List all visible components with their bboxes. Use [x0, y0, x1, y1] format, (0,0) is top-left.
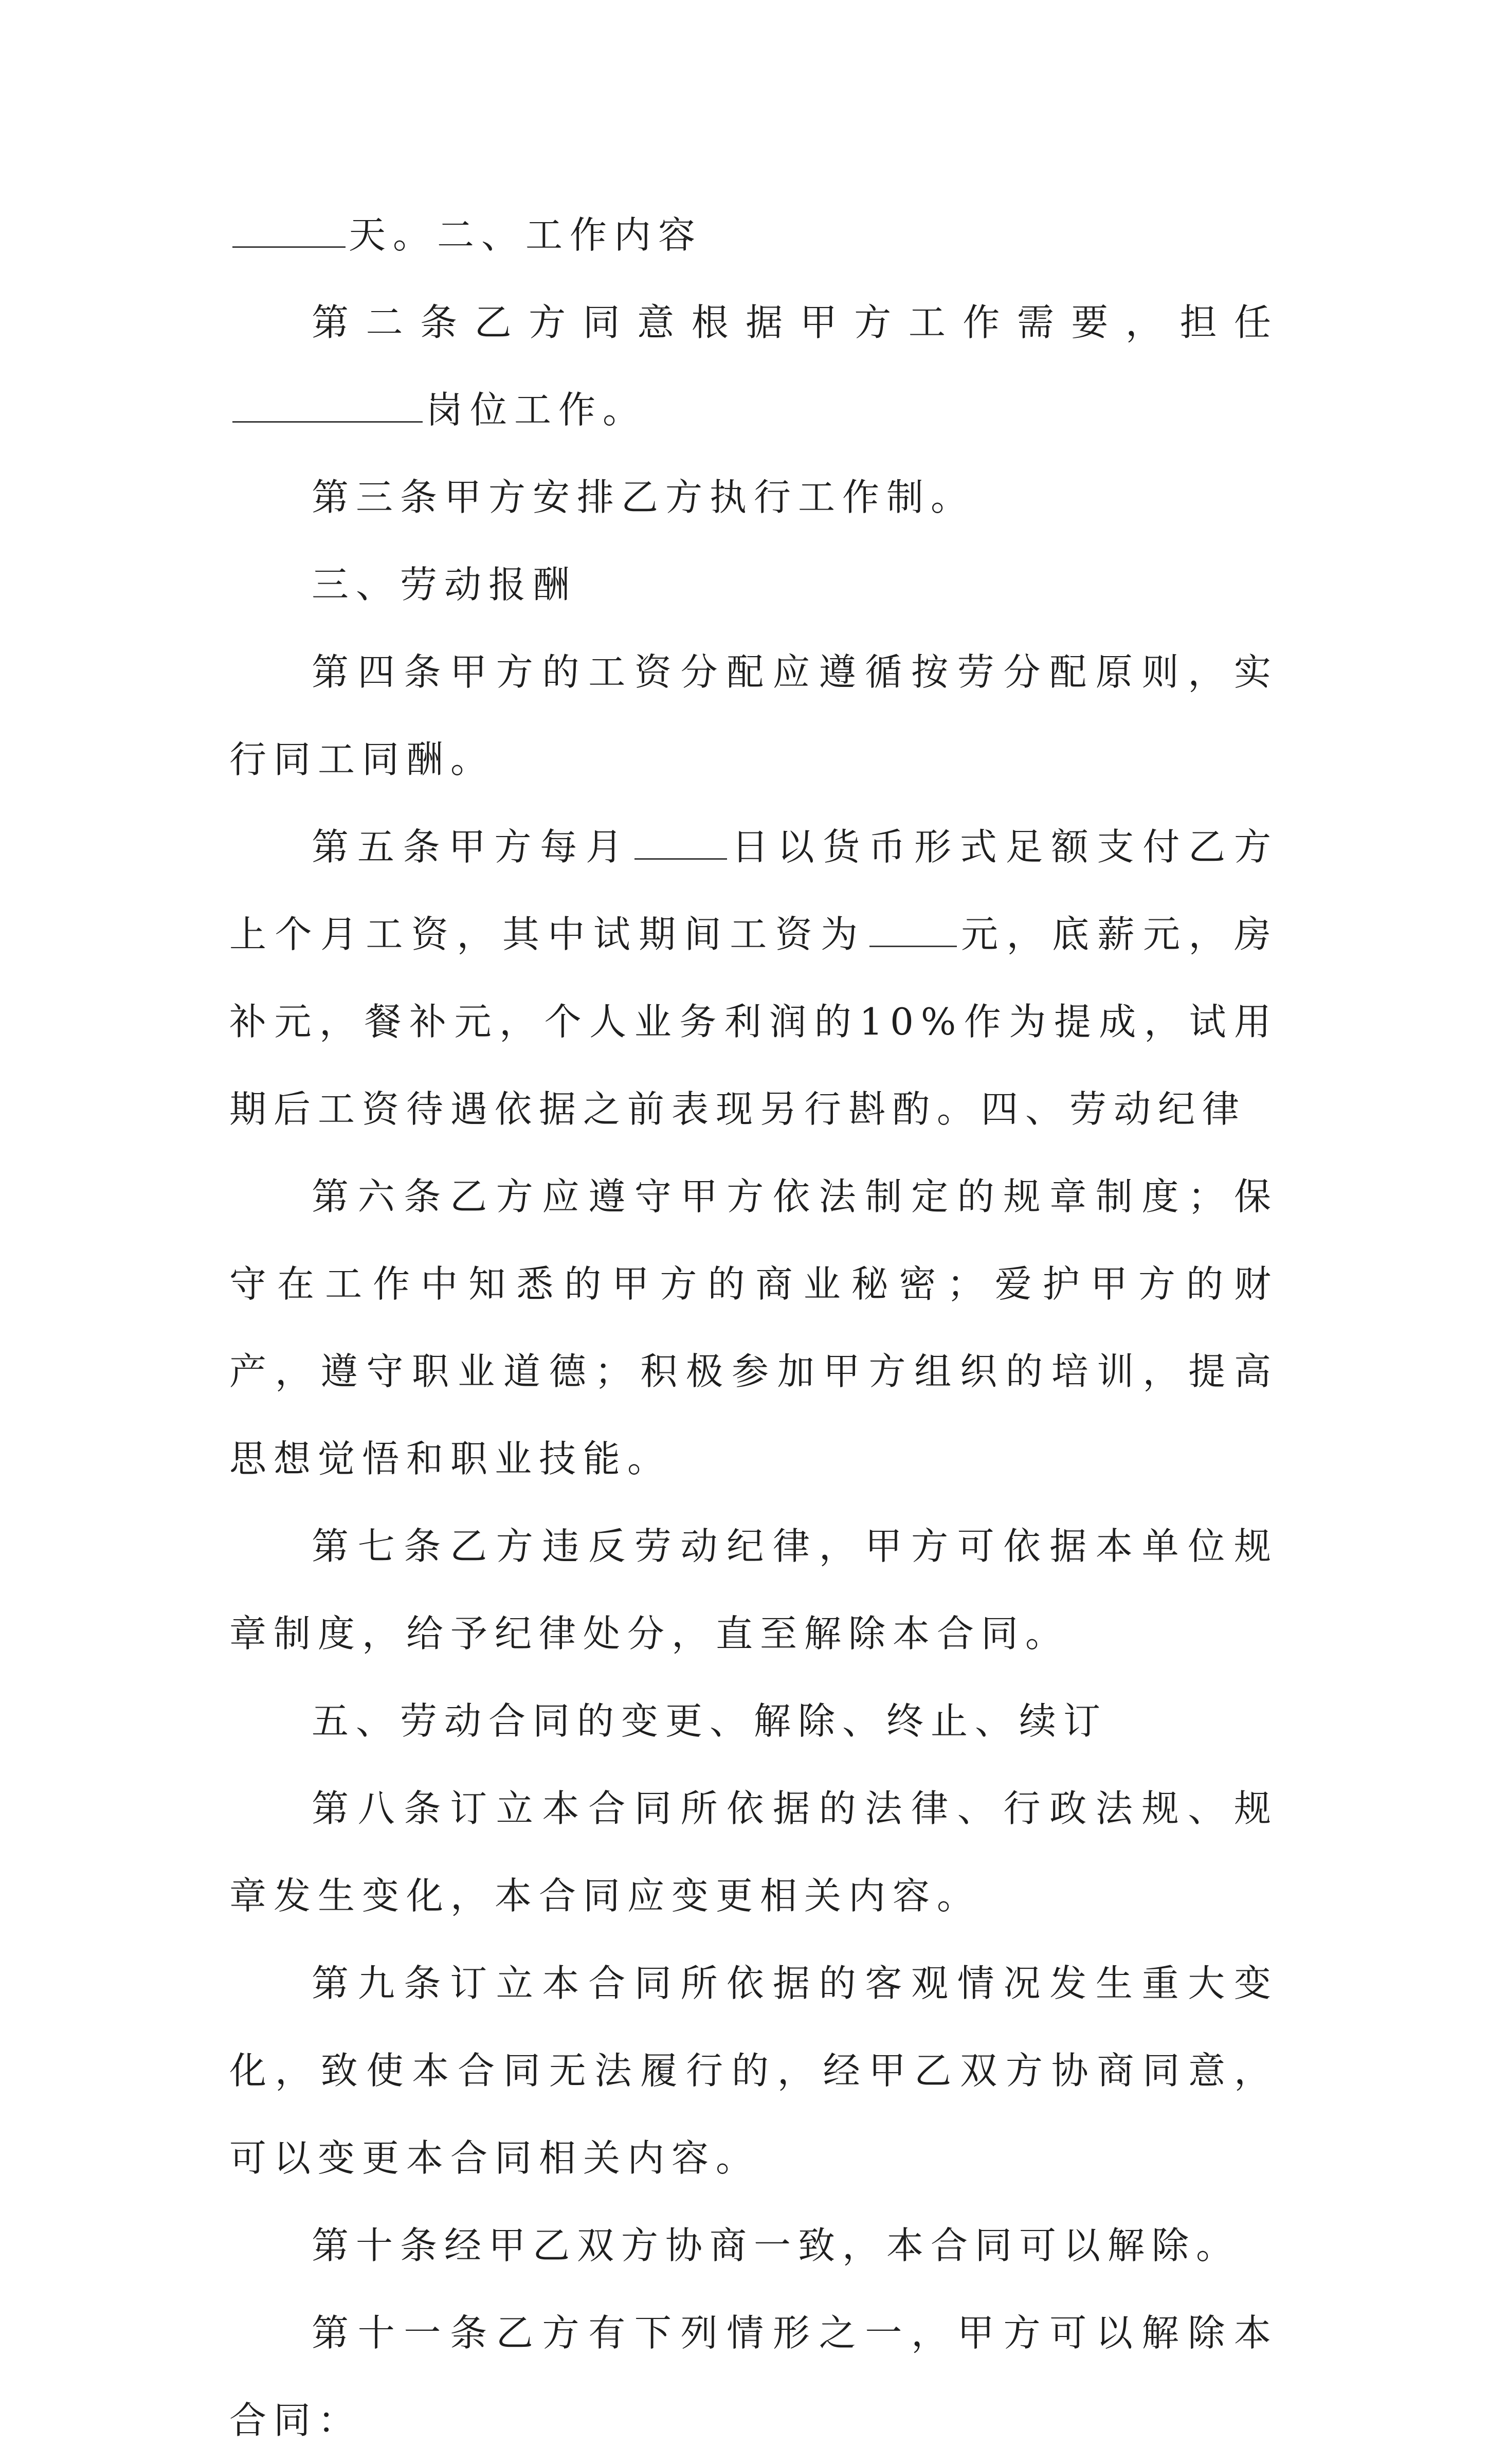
blank-line	[232, 215, 346, 248]
paragraph-text: 日以货币形式足额支付乙方上个月工资，其中试期间工资为	[229, 825, 1278, 956]
paragraph-text: 元，底薪元，房补元，餐补元，个人业务利润的10%作为提成，试用期后工资待遇依据之前表现另行斟酌。四、劳动纪律	[229, 913, 1278, 1131]
blank-line	[232, 390, 423, 423]
paragraph-article-10: 第十条经甲乙双方协商一致，本合同可以解除。	[312, 2224, 1241, 2267]
paragraph-text: 岗位工作。	[426, 388, 647, 431]
paragraph-article-3: 第三条甲方安排乙方执行工作制。	[312, 476, 975, 519]
section-heading-remuneration: 三、劳动报酬	[312, 563, 577, 606]
paragraph-article-6: 第六条乙方应遵守甲方依法制定的规章制度；保守在工作中知悉的甲方的商业秘密；爱护甲方的财产，遵守职业道德；积极参加甲方组织的培训，提高思想觉悟和职业技能。	[229, 1175, 1278, 1480]
paragraph-article-7: 第七条乙方违反劳动纪律，甲方可依据本单位规章制度，给予纪律处分，直至解除本合同。	[229, 1525, 1278, 1655]
paragraph-article-8: 第八条订立本合同所依据的法律、行政法规、规章发生变化，本合同应变更相关内容。	[229, 1787, 1278, 1917]
section-heading-contract-changes: 五、劳动合同的变更、解除、终止、续订	[312, 1699, 1108, 1743]
document-body	[229, 191, 1278, 2464]
blank-line	[634, 827, 727, 860]
paragraph-article-2	[229, 279, 1278, 454]
paragraph-article-5	[229, 803, 1278, 1153]
paragraph-article-9: 第九条订立本合同所依据的客观情况发生重大变化，致使本合同无法履行的，经甲乙双方协商同意，可以变更本合同相关内容。	[229, 1962, 1278, 2180]
paragraph-article-4: 第四条甲方的工资分配应遵循按劳分配原则，实行同工同酬。	[229, 650, 1278, 781]
paragraph-text: 第五条甲方每月	[312, 825, 631, 868]
paragraph-work-content-heading	[229, 191, 1278, 279]
paragraph-text: 第二条乙方同意根据甲方工作需要，担任	[312, 301, 1278, 344]
blank-line	[869, 915, 957, 947]
paragraph-article-11: 第十一条乙方有下列情形之一，甲方可以解除本合同：	[229, 2311, 1278, 2442]
paragraph-text: 天。二、工作内容	[349, 213, 703, 257]
